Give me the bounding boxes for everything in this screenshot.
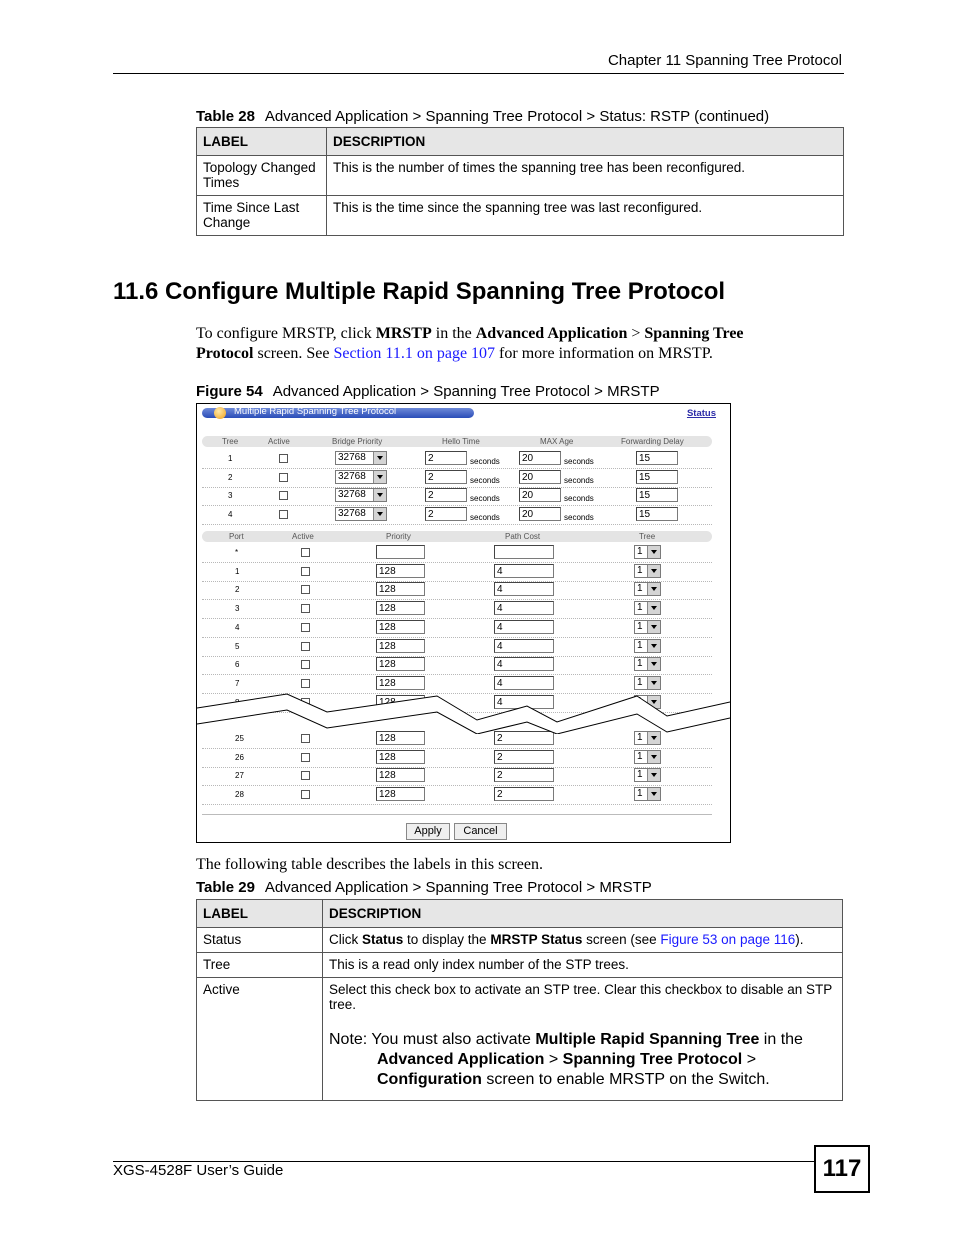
text-run: ).: [795, 932, 804, 947]
port-tree-select[interactable]: [634, 657, 661, 671]
mrstp-screen: [196, 403, 731, 843]
port-tree-value: 1: [637, 602, 643, 614]
port-active-checkbox[interactable]: [301, 753, 310, 762]
apply-button[interactable]: Apply: [406, 823, 450, 840]
table29-col-desc: DESCRIPTION: [323, 900, 843, 928]
col-forwarding-delay: Forwarding Delay: [621, 437, 684, 446]
table29-row-desc: [323, 978, 843, 1101]
chevron-down-icon: [647, 769, 660, 781]
port-priority-input[interactable]: 128: [376, 768, 425, 782]
cancel-button[interactable]: Cancel: [454, 823, 507, 840]
port-tree-select[interactable]: [634, 564, 661, 578]
port-priority-input[interactable]: 128: [376, 601, 425, 615]
text-run-bold: Spanning Tree Protocol: [196, 325, 744, 362]
port-priority-input[interactable]: 128: [376, 620, 425, 634]
port-priority-input[interactable]: 128: [376, 657, 425, 671]
figure54-caption-num: Figure 54: [196, 383, 263, 400]
port-priority-input[interactable]: [376, 545, 425, 559]
chapter-header: Chapter 11 Spanning Tree Protocol: [607, 52, 842, 69]
text-run-bold: MRSTP: [375, 325, 432, 342]
tree-index: 4: [228, 510, 233, 520]
figure53-link[interactable]: Figure 53 on page 116: [660, 932, 796, 947]
chevron-down-icon: [647, 583, 660, 595]
col-port-tree: Tree: [639, 532, 656, 541]
port-active-checkbox[interactable]: [301, 679, 310, 688]
page-number: 117: [814, 1145, 870, 1193]
text-run-bold: Advanced Application: [377, 1051, 545, 1068]
hello-seconds-label: seconds: [470, 513, 500, 523]
port-priority-input[interactable]: 128: [376, 564, 425, 578]
port-tree-value: 1: [637, 676, 643, 688]
text-run: Note: You must also activate: [329, 1031, 536, 1048]
text-run-bold: Spanning Tree Protocol: [562, 1051, 743, 1068]
tree-index: 3: [228, 491, 233, 501]
row-divider: [202, 804, 712, 805]
table28-row-label: Time Since Last Change: [197, 196, 327, 236]
port-tree-value: 1: [637, 564, 643, 576]
port-number: 5: [235, 641, 240, 651]
bridge-priority-value: 32768: [338, 452, 366, 463]
table28-col-label: LABEL: [197, 128, 327, 156]
path-cost-input[interactable]: [494, 545, 554, 559]
break-lines: [197, 690, 730, 734]
port-priority-input[interactable]: 128: [376, 787, 425, 801]
screen-title-bar: [202, 408, 474, 418]
port-active-checkbox[interactable]: [301, 660, 310, 669]
chevron-down-icon: [647, 621, 660, 633]
path-cost-input[interactable]: 4: [494, 695, 554, 709]
max-age-input[interactable]: 20: [519, 470, 561, 484]
text-run: in the: [431, 325, 476, 342]
path-cost-input[interactable]: 2: [494, 787, 554, 801]
port-tree-value: 1: [637, 583, 643, 595]
active-note: [329, 1030, 836, 1096]
port-active-checkbox[interactable]: [301, 734, 310, 743]
port-tree-value: 1: [637, 750, 643, 762]
forwarding-delay-input[interactable]: 15: [636, 470, 678, 484]
table28-caption: [196, 108, 769, 125]
port-active-checkbox[interactable]: [301, 548, 310, 557]
table29: [196, 899, 843, 1101]
port-number: 1: [235, 566, 240, 576]
section-heading: 11.6 Configure Multiple Rapid Spanning Tree Protocol: [113, 278, 726, 305]
port-tree-value: 1: [637, 788, 643, 800]
port-tree-select[interactable]: [634, 601, 661, 615]
max-age-seconds-label: seconds: [564, 457, 594, 466]
text-run: for more information on MRSTP.: [495, 345, 713, 362]
table29-row-label: Active: [197, 978, 323, 1101]
path-cost-input[interactable]: 2: [494, 750, 554, 764]
port-priority-input[interactable]: 128: [376, 731, 425, 745]
port-priority-input[interactable]: 128: [376, 676, 425, 690]
text-run: screen to enable MRSTP on the Switch.: [481, 1071, 770, 1088]
port-tree-value: 1: [637, 769, 643, 781]
chevron-down-icon: [373, 489, 386, 501]
max-age-seconds-label: seconds: [564, 494, 594, 504]
text-run: To configure MRSTP, click: [196, 325, 376, 342]
hello-seconds-label: seconds: [470, 457, 500, 466]
hello-seconds-label: seconds: [470, 475, 500, 485]
table29-col-label: LABEL: [197, 900, 323, 928]
table29-row-label: Tree: [197, 953, 323, 978]
bridge-priority-select[interactable]: [335, 488, 387, 502]
port-priority-input[interactable]: 128: [376, 639, 425, 653]
active-desc: Select this check box to activate an STP tree. Clear this checkbox to disable an STP tree.: [329, 982, 833, 1012]
chevron-down-icon: [647, 546, 660, 558]
hello-time-input[interactable]: 2: [425, 507, 467, 521]
section-paragraph: [196, 324, 796, 364]
chevron-down-icon: [373, 471, 386, 483]
path-cost-input[interactable]: 2: [494, 731, 554, 745]
bridge-priority-select[interactable]: [335, 507, 387, 521]
path-cost-input[interactable]: 4: [494, 657, 554, 671]
table29-row-label: Status: [197, 928, 323, 953]
port-active-checkbox[interactable]: [301, 567, 310, 576]
col-active: Active: [268, 437, 290, 446]
bridge-priority-value: 32768: [338, 489, 366, 501]
port-priority-input[interactable]: 128: [376, 582, 425, 596]
table28-row-label: Topology Changed Times: [197, 156, 327, 196]
port-tree-value: 1: [637, 546, 643, 557]
forwarding-delay-input[interactable]: 15: [636, 488, 678, 502]
port-number: 28: [235, 790, 244, 800]
text-run-bold: Multiple Rapid Spanning Tree: [535, 1031, 760, 1048]
port-table-header: [202, 531, 712, 542]
port-number: 25: [235, 734, 244, 743]
port-active-checkbox[interactable]: [301, 771, 310, 780]
header-rule: [113, 73, 844, 74]
forwarding-delay-input[interactable]: 15: [636, 507, 678, 521]
chevron-down-icon: [647, 751, 660, 763]
max-age-input[interactable]: 20: [519, 507, 561, 521]
table29-caption-text: Advanced Application > Spanning Tree Protocol > MRSTP: [264, 879, 652, 896]
port-number: 3: [235, 604, 240, 614]
port-tree-select[interactable]: [634, 768, 661, 782]
guide-name: XGS-4528F User’s Guide: [113, 1162, 284, 1179]
max-age-seconds-label: seconds: [564, 513, 594, 523]
col-max-age: MAX Age: [540, 437, 574, 446]
col-hello-time: Hello Time: [442, 437, 480, 446]
text-run: >: [544, 1051, 563, 1068]
port-number: 6: [235, 660, 240, 670]
table28-row-desc: This is the time since the spanning tree was last reconfigured.: [327, 196, 844, 236]
chevron-down-icon: [647, 677, 660, 689]
tree-active-checkbox[interactable]: [279, 510, 288, 519]
bridge-priority-select[interactable]: [335, 451, 387, 465]
col-port-active: Active: [292, 532, 314, 541]
port-active-checkbox[interactable]: [301, 790, 310, 799]
text-run: to display the: [403, 932, 491, 947]
chevron-down-icon: [647, 788, 660, 800]
port-active-checkbox[interactable]: [301, 585, 310, 594]
max-age-input[interactable]: 20: [519, 488, 561, 502]
port-number: 2: [235, 585, 240, 595]
hello-time-input[interactable]: 2: [425, 451, 467, 465]
port-tree-value: 1: [637, 639, 643, 651]
port-tree-select[interactable]: [634, 676, 661, 690]
port-tree-value: 1: [637, 732, 643, 743]
port-number: 26: [235, 752, 244, 762]
status-link[interactable]: Status: [686, 408, 716, 419]
path-cost-input[interactable]: 2: [494, 768, 554, 782]
port-active-checkbox[interactable]: [301, 623, 310, 632]
table28-caption-text: Advanced Application > Spanning Tree Protocol > Status: RSTP (continued): [264, 108, 770, 125]
path-cost-input[interactable]: 4: [494, 601, 554, 615]
port-tree-select[interactable]: [634, 545, 661, 559]
port-tree-value: 1: [637, 658, 643, 670]
row-divider: [202, 524, 712, 525]
chevron-down-icon: [373, 508, 386, 520]
button-divider: [202, 814, 712, 815]
port-priority-input[interactable]: 128: [376, 695, 425, 709]
table29-row-desc: [323, 928, 843, 953]
tree-active-checkbox[interactable]: [279, 491, 288, 500]
port-tree-select[interactable]: [634, 750, 661, 764]
port-number: 4: [235, 622, 240, 632]
port-tree-select[interactable]: [634, 787, 661, 801]
table28-caption-num: Table 28: [196, 108, 255, 125]
figure54-caption-text: Advanced Application > Spanning Tree Protocol > MRSTP: [272, 383, 660, 400]
port-active-checkbox[interactable]: [301, 642, 310, 651]
port-active-checkbox[interactable]: [301, 604, 310, 613]
col-port: Port: [229, 532, 244, 541]
text-run: in the: [759, 1031, 803, 1048]
screen-title: Multiple Rapid Spanning Tree Protocol: [234, 406, 397, 417]
text-run: Click: [329, 932, 362, 947]
col-tree: Tree: [222, 437, 239, 446]
col-priority: Priority: [386, 532, 411, 541]
path-cost-input[interactable]: 4: [494, 639, 554, 653]
path-cost-input[interactable]: 4: [494, 564, 554, 578]
text-run-bold: Status: [362, 932, 404, 947]
hello-time-input[interactable]: 2: [425, 488, 467, 502]
hello-seconds-label: seconds: [470, 494, 500, 504]
section-link[interactable]: Section 11.1 on page 107: [333, 345, 496, 362]
hello-time-input[interactable]: 2: [425, 470, 467, 484]
figure54-caption: [196, 383, 660, 400]
bridge-priority-select[interactable]: [335, 470, 387, 484]
text-run-bold: Advanced Application: [475, 325, 628, 342]
path-cost-input[interactable]: 4: [494, 620, 554, 634]
after-figure-text: The following table describes the labels in this screen.: [196, 856, 544, 873]
table28: [196, 127, 844, 236]
col-bridge-priority: Bridge Priority: [332, 437, 383, 446]
chevron-down-icon: [647, 602, 660, 614]
bridge-priority-value: 32768: [338, 508, 366, 520]
title-orb-icon: [214, 407, 226, 419]
port-number: 7: [235, 678, 240, 688]
chevron-down-icon: [373, 452, 386, 464]
path-cost-input[interactable]: 4: [494, 676, 554, 690]
table29-caption-num: Table 29: [196, 879, 255, 896]
text-run: screen. See: [253, 345, 334, 362]
chevron-down-icon: [647, 640, 660, 652]
text-run: >: [742, 1051, 757, 1068]
tree-active-checkbox[interactable]: [279, 473, 288, 482]
port-tree-select[interactable]: [634, 582, 661, 596]
max-age-input[interactable]: 20: [519, 451, 561, 465]
bridge-priority-value: 32768: [338, 470, 366, 482]
table28-row-desc: This is the number of times the spanning tree has been reconfigured.: [327, 156, 844, 196]
text-run: screen (see: [582, 932, 661, 947]
port-tree-value: 1: [637, 620, 643, 632]
port-tree-select[interactable]: [634, 639, 661, 653]
tree-active-checkbox[interactable]: [279, 454, 288, 463]
table29-row-desc: This is a read only index number of the STP trees.: [323, 953, 843, 978]
chevron-down-icon: [647, 565, 660, 577]
table28-col-desc: DESCRIPTION: [327, 128, 844, 156]
path-cost-input[interactable]: 4: [494, 582, 554, 596]
port-number: *: [235, 548, 239, 557]
text-run: >: [627, 325, 645, 342]
max-age-seconds-label: seconds: [564, 475, 594, 485]
text-run-bold: Configuration: [377, 1071, 482, 1088]
table29-caption: [196, 879, 652, 896]
port-tree-select[interactable]: [634, 620, 661, 634]
port-number: 27: [235, 771, 244, 781]
tree-index: 2: [228, 472, 233, 482]
chevron-down-icon: [647, 658, 660, 670]
col-path-cost: Path Cost: [505, 532, 541, 541]
text-run-bold: MRSTP Status: [490, 932, 583, 947]
port-priority-input[interactable]: 128: [376, 750, 425, 764]
tree-index: 1: [228, 454, 233, 463]
forwarding-delay-input[interactable]: 15: [636, 451, 678, 465]
